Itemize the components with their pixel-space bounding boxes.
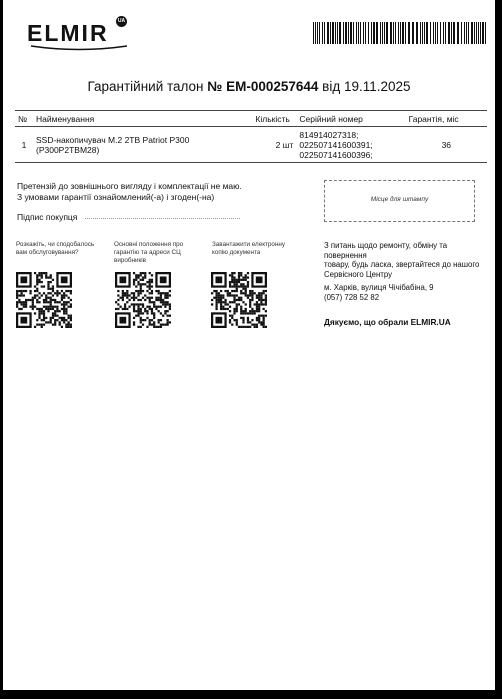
table-header-row: [15, 111, 487, 127]
service-phone: (057) 728 52 82: [324, 292, 380, 302]
contact-line: З питань щодо ремонту, обміну та повернення: [324, 241, 448, 260]
thanks-message: Дякуємо, що обрали ELMIR.UA: [324, 317, 451, 327]
signature-label: Підпис покупця: [17, 212, 78, 222]
signature-line: [85, 218, 240, 219]
logo-text: ELMIR: [27, 20, 109, 46]
qr-caption-download: [212, 241, 294, 257]
claims-line: З умовами гарантії ознайомлений(-а) і згоден(-на): [17, 192, 215, 202]
logo-swoosh-icon: [29, 44, 129, 52]
stamp-label: Місце для штампу: [370, 196, 429, 203]
header-name: Найменування: [33, 111, 252, 127]
row-warranty: 36: [406, 127, 487, 163]
row-name: [33, 127, 252, 163]
contact-line: Сервісного Центру: [324, 269, 393, 279]
claims-statement: [17, 181, 242, 203]
qr-caption-line: вам обслуговування?: [16, 249, 79, 256]
qr-caption-feedback: [16, 241, 98, 257]
qr-caption-line: Основні положення про: [114, 241, 184, 248]
items-table: [15, 110, 487, 163]
serial-number: 022507141600396;: [299, 150, 373, 160]
title-prefix: Гарантійний талон: [87, 79, 204, 94]
header-serial: Серійний номер: [296, 111, 405, 127]
claims-line: Претензій до зовнішнього вигляду і комплектації не маю.: [17, 181, 242, 191]
header-num: №: [15, 111, 33, 127]
barcode: [313, 22, 488, 44]
elmir-logo: [27, 16, 137, 50]
qr-caption-line: Завантажити електронну: [212, 241, 286, 248]
header-warranty: Гарантія, міс: [406, 111, 487, 127]
document-number: № ЕМ-000257644: [207, 79, 319, 94]
document-date: від 19.11.2025: [322, 79, 411, 94]
header-qty: Кількість: [252, 111, 296, 127]
stamp-area: [324, 180, 475, 222]
serial-number: 814914027318;: [299, 130, 359, 140]
warranty-page: [3, 0, 495, 690]
row-serials: [296, 127, 405, 163]
qr-code-download[interactable]: [211, 272, 267, 328]
serial-number: 022507141600391;: [299, 140, 373, 150]
row-name-line: (P300P2TBM28): [36, 145, 100, 155]
qr-caption-line: копію документа: [212, 249, 261, 256]
qr-caption-line: виробників: [114, 257, 146, 264]
page-title: [3, 79, 495, 94]
qr-caption-warranty: [114, 241, 196, 265]
qr-code-warranty[interactable]: [115, 272, 171, 328]
logo-badge: UA: [116, 16, 127, 27]
row-num: 1: [15, 127, 33, 163]
row-qty: 2 шт: [252, 127, 296, 163]
qr-caption-line: Розкажіть, чи сподобалось: [16, 241, 95, 248]
service-address-block: [324, 283, 434, 302]
service-contact-info: [324, 241, 490, 279]
row-name-line: SSD-накопичувач M.2 2TB Patriot P300: [36, 135, 190, 145]
service-address: м. Харків, вулиця Чічібабіна, 9: [324, 283, 434, 292]
contact-line: товару, будь ласка, звертайтеся до нашого: [324, 260, 480, 269]
table-row: [15, 127, 487, 163]
qr-code-feedback[interactable]: [16, 272, 72, 328]
qr-caption-line: гарантію та адреси СЦ: [114, 249, 181, 256]
